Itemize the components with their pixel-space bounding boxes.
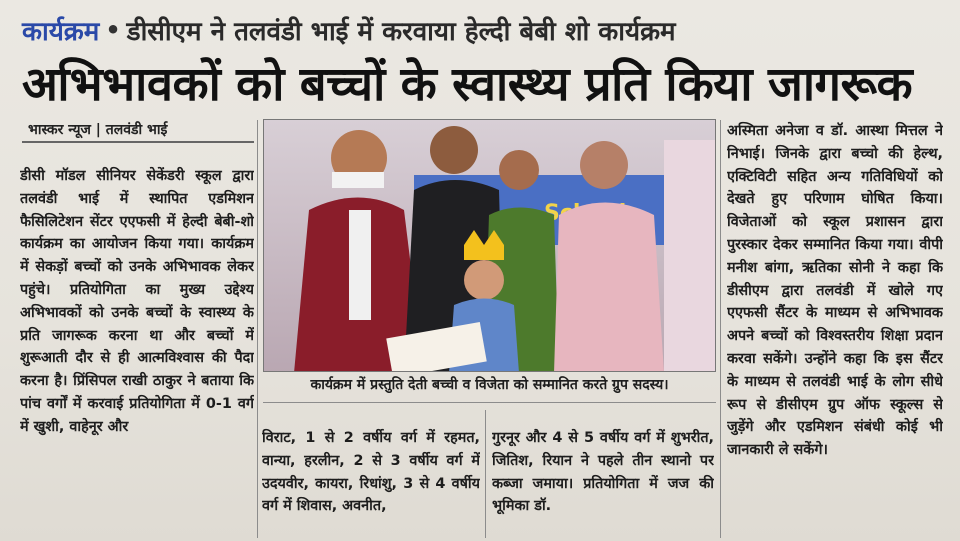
byline-divider bbox=[22, 141, 254, 143]
photo-caption: कार्यक्रम में प्रस्तुति देती बच्ची व विजेता को सम्मानित करते ग्रुप सदस्य। bbox=[310, 377, 669, 393]
column-divider bbox=[257, 120, 258, 538]
news-photo bbox=[263, 119, 716, 372]
byline: भास्कर न्यूज | तलवंडी भाई bbox=[28, 122, 168, 138]
award-ceremony-image bbox=[264, 120, 716, 372]
kicker-line bbox=[22, 8, 676, 52]
article-text: विराट, 1 से 2 वर्षीय वर्ग में रहमत, वान्या, हरलीन, 2 से 3 वर्षीय वर्ग में उदयवीर, कायरा, रिधांशु, 3 से 4 वर्षीय वर्ग में शिवास, अवनीत, bbox=[262, 430, 480, 515]
kicker-label: कार्यक्रम bbox=[22, 17, 100, 47]
article-column-3 bbox=[492, 427, 714, 537]
article-column-2 bbox=[262, 427, 480, 537]
column-divider bbox=[720, 120, 721, 538]
kicker-text: डीसीएम ने तलवंडी भाई में करवाया हेल्दी बेबी शो कार्यक्रम bbox=[126, 17, 676, 47]
article-text: अस्मिता अनेजा व डॉ. आस्था मित्तल ने निभाई। जिनके द्वारा बच्चो की हेल्थ, एक्टिविटी सहित अन्य गतिविधियों को देखते हुए परिणाम घोषित किया। विजेताओं को स्कूल प्रशासन द्वारा पुरस्कार देकर सम्मानित किया गया। वीपी मनीश बांगा, ऋतिका सोनी ने कहा कि डीसीएम द्वारा तलवंडी में खोले गए एएफसी सैंटर के माध्यम से अभिभावक अपने बच्चों को विश्वस्तरीय शिक्षा प्रदान करवा सकेंगे। उन्होंने कहा कि इस सैंटर के माध्यम से तलवंडी भाई के लोग सीधे रूप से डीसीएम ग्रुप ऑफ स्कूल्स से जुड़ेंगे और एडमिशन संबंधी कोई भी जानकारी ले सकेंगे। bbox=[727, 123, 943, 459]
headline: अभिभावकों को बच्चों के स्वास्थ्य प्रति किया जागरूक bbox=[22, 57, 913, 112]
article-text: गुरनूर और 4 से 5 वर्षीय वर्ग में शुभरीत, जितिश, रियान ने पहले तीन स्थानो पर कब्जा जमाया। प्रतियोगिता में जज की भूमिका डॉ. bbox=[492, 430, 714, 515]
column-divider bbox=[485, 410, 486, 538]
article-column-4 bbox=[727, 120, 943, 538]
caption-divider bbox=[263, 402, 716, 403]
article-text: डीसी मॉडल सीनियर सेकेंडरी स्कूल द्वारा तलवंडी भाई में स्थापित एडमिशन फैसिलिटेशन सेंटर एएफसी में हेल्दी बेबी-शो कार्यक्रम का आयोजन किया गया। कार्यक्रम में सेकड़ों बच्चों को उनके अभिभावक लेकर पहुंचे। प्रतियोगिता का मुख्य उद्देश्य अभिभावकों को उनके बच्चों के स्वास्थ्य के प्रति जागरूक करना था और बच्चों में शुरूआती दौर से ही आत्मविश्वास की पैदा करना है। प्रिंसिपल राखी ठाकुर ने बताया कि पांच वर्गों में करवाई प्रतियोगिता में 0-1 वर्ग में खुशी, वाहेनूर और bbox=[20, 168, 254, 435]
bullet-icon: • bbox=[105, 16, 121, 44]
article-column-1 bbox=[20, 165, 254, 540]
